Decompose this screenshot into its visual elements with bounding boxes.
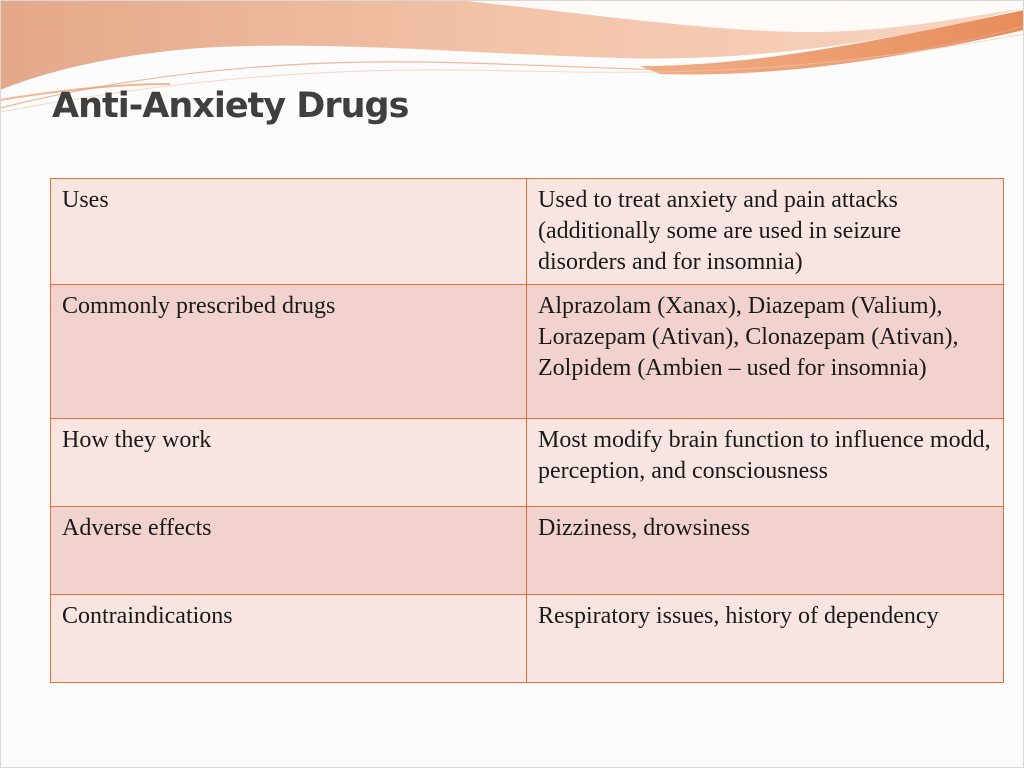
row-label-contraindications: Contraindications	[51, 595, 527, 683]
row-value-adverse-effects: Dizziness, drowsiness	[527, 507, 1004, 595]
row-value-contraindications: Respiratory issues, history of dependency	[527, 595, 1004, 683]
drug-info-table	[50, 178, 1004, 683]
row-label-adverse-effects: Adverse effects	[51, 507, 527, 595]
row-value-commonly-prescribed-drugs: Alprazolam (Xanax), Diazepam (Valium), Lorazepam (Ativan), Clonazepam (Ativan), Zolpidem (Ambien – used for insomnia)	[527, 285, 1004, 419]
row-label-uses: Uses	[51, 179, 527, 285]
row-label-commonly-prescribed-drugs: Commonly prescribed drugs	[51, 285, 527, 419]
table-row	[51, 179, 1004, 285]
table-row	[51, 419, 1004, 507]
row-value-how-they-work: Most modify brain function to influence modd, perception, and consciousness	[527, 419, 1004, 507]
row-value-uses: Used to treat anxiety and pain attacks (additionally some are used in seizure disorders and for insomnia)	[527, 179, 1004, 285]
slide-title: Anti-Anxiety Drugs	[52, 86, 409, 126]
table-row	[51, 507, 1004, 595]
table-row	[51, 285, 1004, 419]
table-row	[51, 595, 1004, 683]
row-label-how-they-work: How they work	[51, 419, 527, 507]
